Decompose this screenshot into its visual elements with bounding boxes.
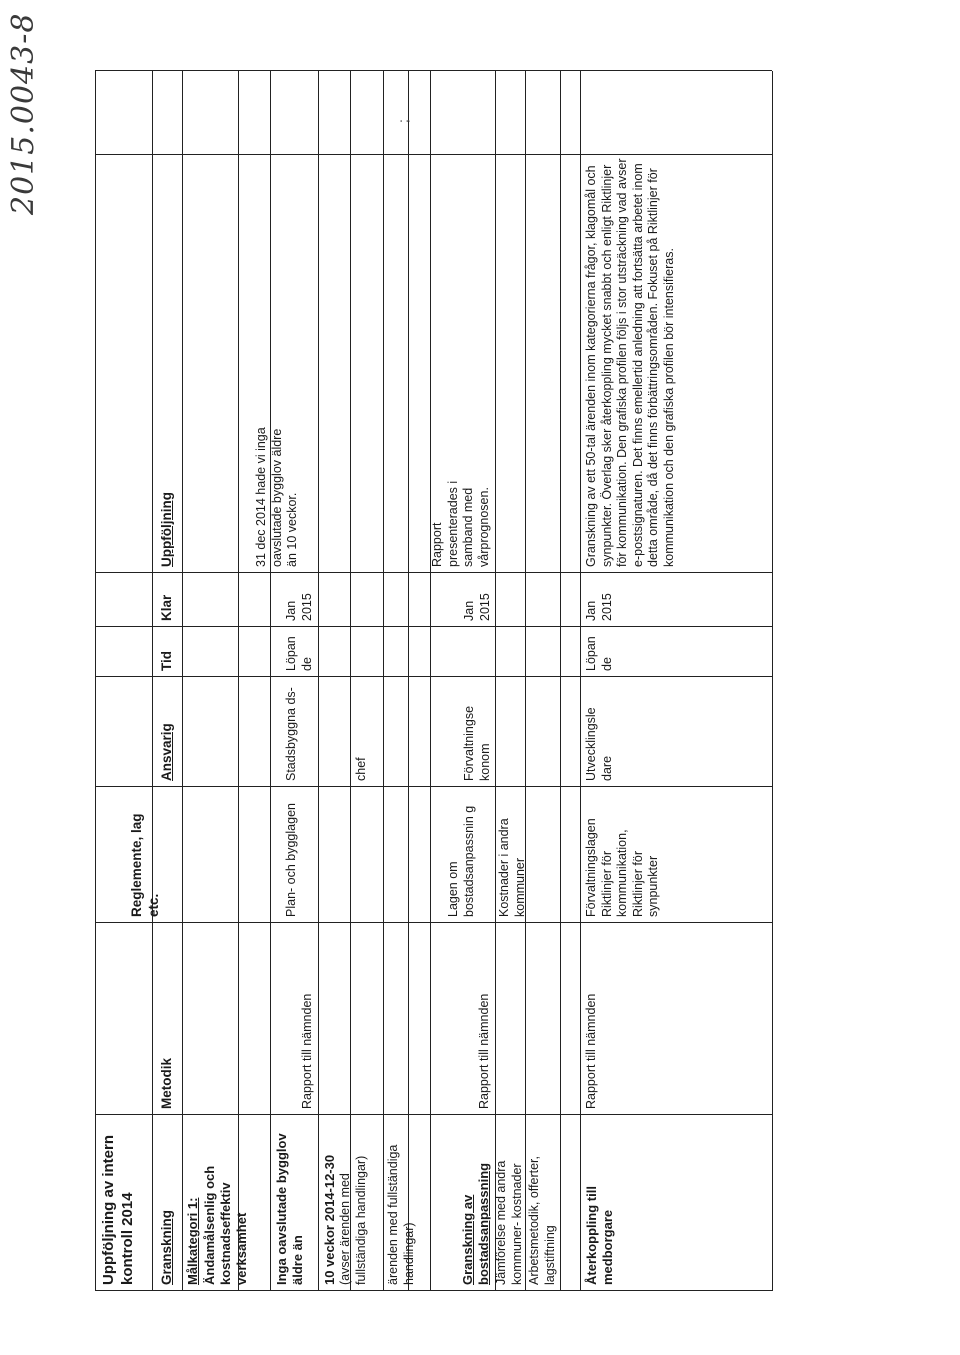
table-rule — [95, 922, 772, 923]
aterkoppling-tid: Löpan de — [584, 636, 614, 671]
aterkoppling-metodik: Rapport till nämnden — [584, 993, 598, 1109]
table-rule — [270, 71, 271, 1291]
bostad-comparison: Jämförelse med andra kommuner- kostnader — [494, 1160, 524, 1285]
bostad-uppfoljning: Rapport presenterades i samband med vårprognosen. — [430, 480, 491, 567]
table-rule — [318, 71, 319, 1291]
header-tid: Tid — [159, 651, 174, 671]
table-rule — [350, 71, 351, 1291]
bygglov-note-cont: ärenden med fullständiga handlingar) — [386, 1144, 416, 1285]
table-rule — [430, 71, 431, 1291]
aterkoppling-klar: Jan 2015 — [584, 593, 614, 621]
table-rule — [95, 626, 772, 627]
table-rule — [95, 71, 96, 1291]
bostad-klar: Jan 2015 — [462, 593, 492, 621]
table-rule — [95, 154, 772, 155]
table-rule — [95, 676, 772, 677]
table-rule — [95, 1114, 772, 1115]
category-label: Målkategori 1: — [185, 1197, 200, 1285]
table-rule — [580, 71, 581, 1291]
bostad-metodik: Rapport till nämnden — [477, 993, 491, 1109]
bostad-reglemente: Lagen om bostadsanpassnin g — [446, 805, 476, 917]
bygglov-metodik: Rapport till nämnden — [300, 993, 314, 1109]
bygglov-note: (avser ärenden med fullständiga handlingar) — [338, 1155, 368, 1285]
header-ansvarig: Ansvarig — [159, 723, 174, 781]
stray-mark: ; — [395, 119, 411, 123]
bostad-ansvarig: Förvaltningse konom — [462, 705, 492, 781]
table-rule — [383, 71, 384, 1291]
header-uppfoljning: Uppföljning — [159, 492, 174, 567]
bostad-reglemente-sub: Kostnader i andra kommuner — [497, 818, 527, 917]
table-rule — [238, 71, 239, 1291]
bygglov-deadline: 10 veckor 2014-12-30 — [322, 1154, 337, 1285]
aterkoppling-reglemente: Förvaltningslagen Riktlinjer för kommunikation, Riktlinjer för synpunkter — [584, 818, 660, 917]
header-granskning: Granskning — [159, 1209, 174, 1285]
header-klar: Klar — [159, 594, 174, 621]
category-description: Ändamålsenlig och kostnadseffektiv verksamhet — [202, 1165, 249, 1285]
table-rule — [152, 71, 153, 1291]
table-rule — [772, 71, 773, 1291]
bygglov-reglemente: Plan- och bygglagen — [284, 803, 298, 917]
table-rule — [182, 71, 183, 1291]
bygglov-ansvarig: Stadsbyggna ds- — [284, 687, 298, 781]
bygglov-ansvarig-cont: chef — [354, 757, 368, 781]
handwritten-reference-number: 2015.0043-8 — [6, 12, 41, 215]
document-title: Uppföljning av intern kontroll 2014 — [100, 1135, 136, 1285]
table-rule — [95, 1290, 772, 1291]
table-rule — [95, 786, 772, 787]
header-reglemente: Reglemente, lag etc. — [129, 813, 161, 917]
table-rule — [95, 572, 772, 573]
bygglov-title: Inga oavslutade bygglov äldre än — [274, 1133, 305, 1285]
bostad-title: Granskning av bostadsanpassning — [460, 1162, 491, 1285]
aterkoppling-uppfoljning: Granskning av ett 50-tal ärenden inom kategorierna frågor, klagomål och synpunkter. Överlag sker återkoppling mycket snabbt och enligt Riktlinjer för kommunikation. Den grafiska profilen följs i stor utsträckning vad avser e-postsignaturen. Det finns emellertid anledning att fortsätta arbetet inom detta område, då det finns förbättringsområden. Fokuset på Riktlinjer för kommunikation och den grafiska profilen bör intensifieras. — [584, 158, 676, 567]
table-rule — [495, 71, 496, 1291]
header-metodik: Metodik — [159, 1057, 174, 1109]
aterkoppling-title: Återkoppling till medborgare — [584, 1186, 615, 1285]
table-rule — [560, 71, 561, 1291]
bostad-method: Arbetsmetodik, offerter, lagstiftning — [527, 1156, 557, 1285]
bygglov-tid: Löpan de — [284, 636, 314, 671]
table-rule — [95, 70, 772, 71]
table-rule — [525, 71, 526, 1291]
table-rule — [408, 71, 409, 1291]
bygglov-klar: Jan 2015 — [284, 593, 314, 621]
aterkoppling-ansvarig: Utvecklingsle dare — [584, 707, 614, 781]
bygglov-uppfoljning: 31 dec 2014 hade vi inga oavslutade bygglov äldre än 10 veckor. — [254, 427, 299, 567]
